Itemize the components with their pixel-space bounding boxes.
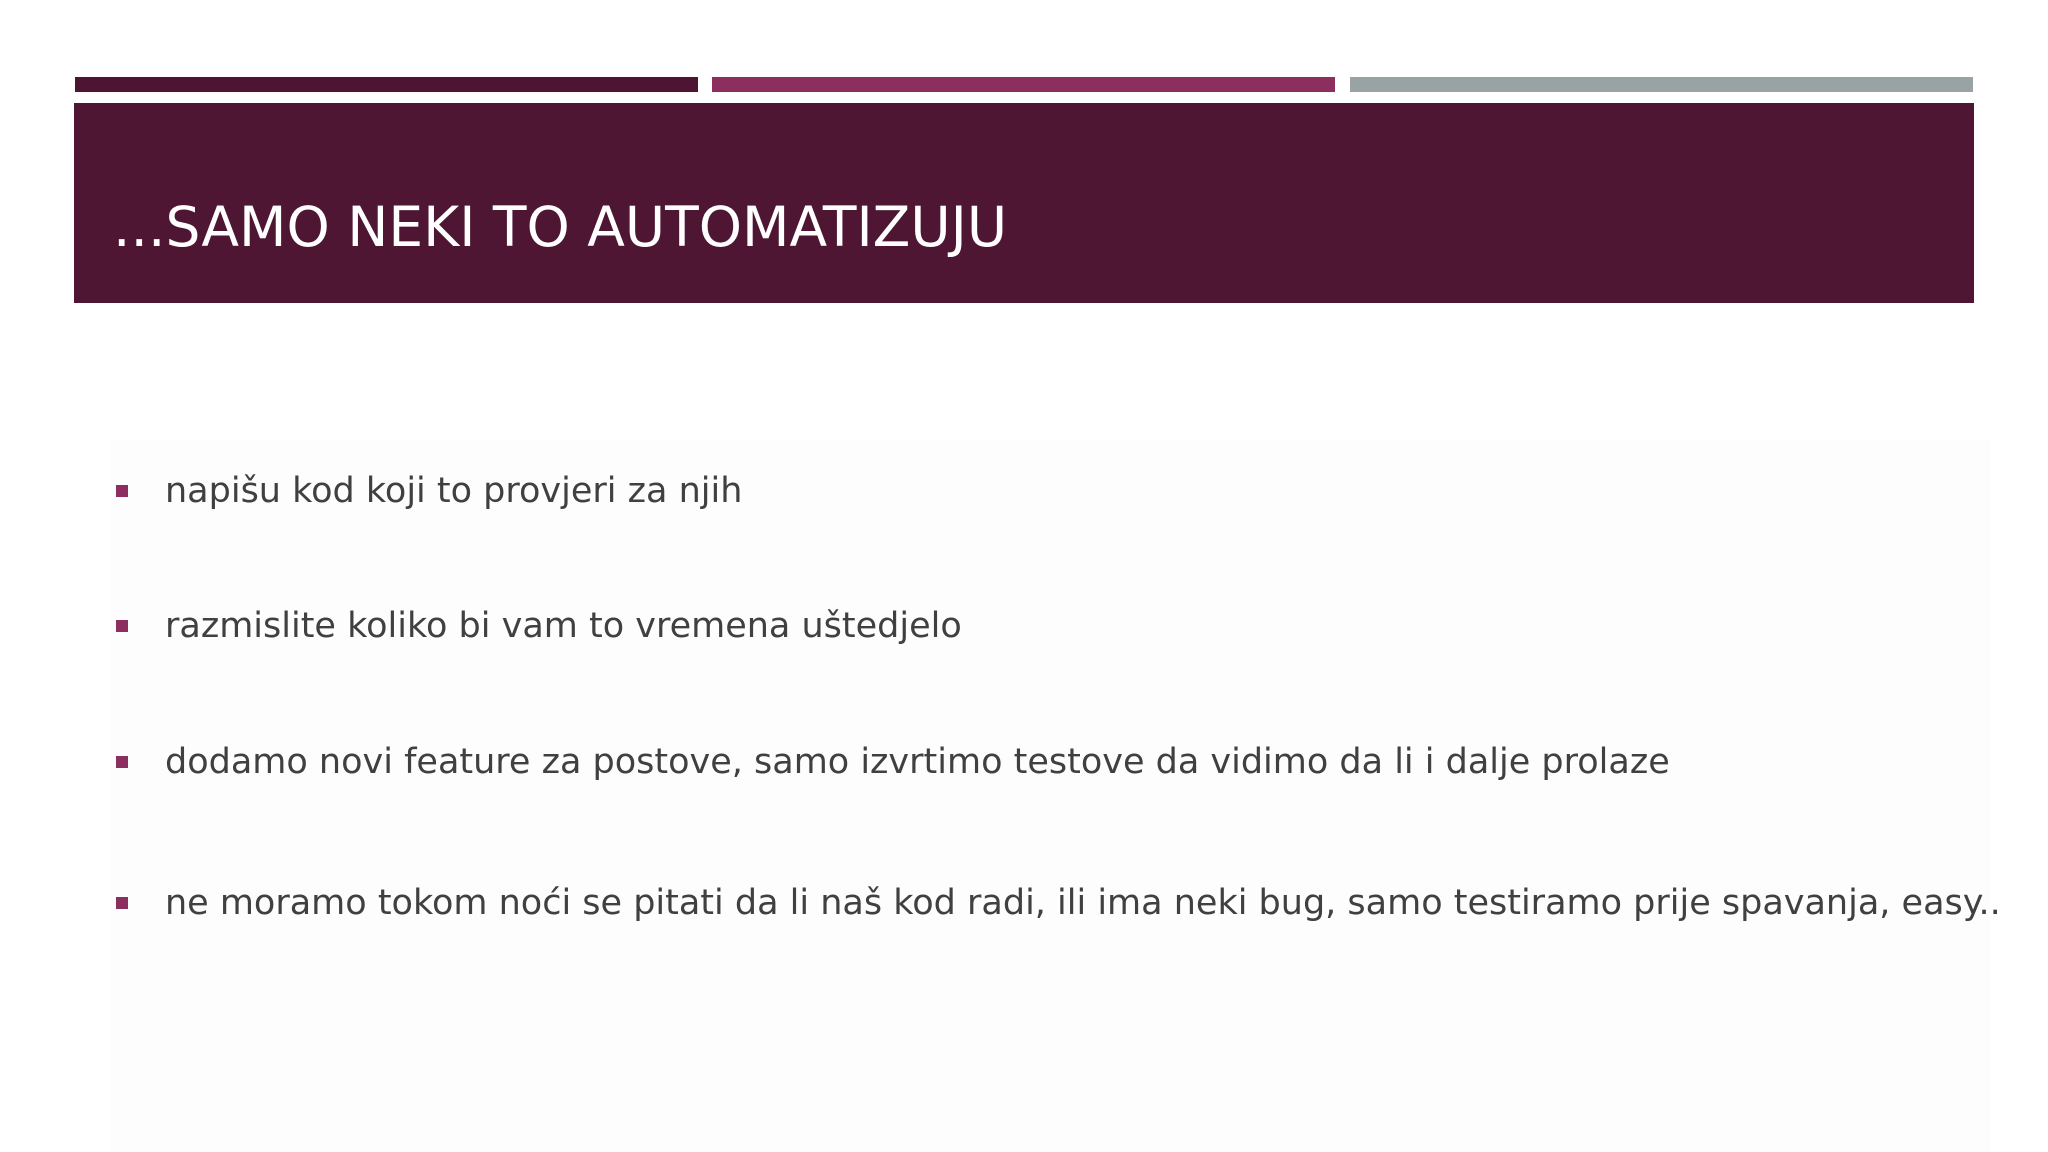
content-area	[110, 440, 1990, 1152]
square-bullet-icon	[116, 485, 128, 497]
bullet-text: ne moramo tokom noći se pitati da li naš kod radi, ili ima neki bug, samo testiramo prije spavanja, easy..	[165, 883, 2001, 923]
accent-bar-dark	[75, 77, 698, 92]
square-bullet-icon	[116, 897, 128, 909]
accent-bar-gray	[1350, 77, 1973, 92]
bullet-text: napišu kod koji to provjeri za njih	[165, 471, 743, 511]
accent-bar-magenta	[712, 77, 1335, 92]
square-bullet-icon	[116, 756, 128, 768]
square-bullet-icon	[116, 620, 128, 632]
bullet-text: dodamo novi feature za postove, samo izvrtimo testove da vidimo da li i dalje prolaze	[165, 742, 1670, 782]
slide-title: ...SAMO NEKI TO AUTOMATIZUJU	[113, 195, 1008, 259]
bullet-text: razmislite koliko bi vam to vremena uštedjelo	[165, 606, 962, 646]
